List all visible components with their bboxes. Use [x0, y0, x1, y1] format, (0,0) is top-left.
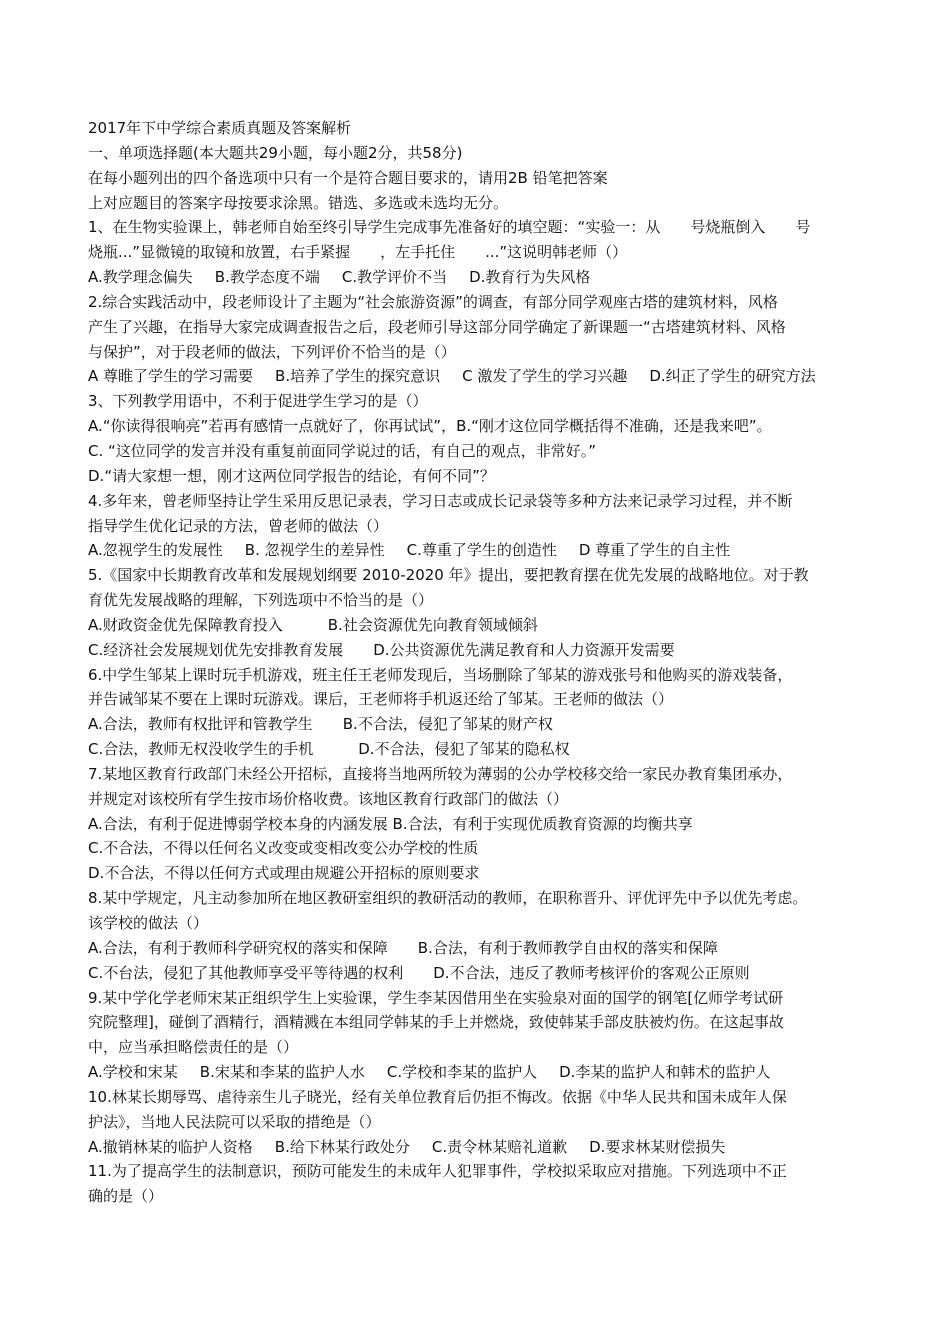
question-stem: 1、在生物实验课上，韩老师自始至终引导学生完成事先准备好的填空题：“实验一：从 号烧瓶倒入 号	[88, 218, 811, 237]
question-list	[88, 215, 868, 1209]
question-block	[88, 389, 868, 488]
question-line: C. “这位同学的发言并没有重复前面同学说过的话，有自己的观点，非常好。”	[88, 441, 597, 460]
question-block	[88, 290, 868, 389]
answer-option: A.忽视学生的发展性	[88, 541, 223, 560]
instruction-line: 上对应题目的答案字母按要求涂黑。错选、多选或未选均无分。	[88, 193, 509, 212]
option-row	[88, 265, 868, 290]
option-row	[88, 1135, 868, 1160]
question-line: C.经济社会发展规划优先安排教育发展 D.公共资源优先满足教育和人力资源开发需要	[88, 640, 675, 659]
question-stem: 7.某地区教育行政部门未经公开招标，直接将当地两所较为薄弱的公办学校移交给一家民办教育集团承办，	[88, 764, 793, 783]
question-block	[88, 489, 868, 564]
question-block	[88, 986, 868, 1085]
answer-option: C.尊重了学生的创造性	[406, 541, 557, 560]
question-stem: 11.为了提高学生的法制意识，预防可能发生的未成年人犯罪事件，学校拟采取应对措施。下列选项中不正	[88, 1162, 787, 1181]
question-stem: 2.综合实践活动中，段老师设计了主题为“社会旅游资源”的调查，有部分同学观座古塔的建筑材料，风格	[88, 292, 778, 311]
answer-option: B. 忽视学生的差异性	[244, 541, 385, 560]
question-stem: 6.中学生邹某上课时玩手机游戏，班主任王老师发现后，当场删除了邹某的游戏张号和他购买的游戏装备，	[88, 665, 793, 684]
answer-option: C.教学评价不当	[341, 268, 448, 287]
answer-option: D.要求林某财偿损失	[589, 1137, 726, 1156]
question-stem: 8.某中学规定，凡主动参加所在地区教研室组织的教研活动的教师，在职称晋升、评优评先中予以优先考虑。	[88, 889, 808, 908]
question-line: 并规定对该校所有学生按市场价格收费。该地区教育行政部门的做法（）	[88, 789, 569, 808]
answer-option: C.学校和李某的监护人	[386, 1063, 538, 1082]
answer-option: B.宋某和李某的监护人水	[199, 1063, 365, 1082]
question-line: 该学校的做法（）	[88, 914, 209, 932]
instruction-line: 在每小题列出的四个备选项中只有一个是符合题目要求的，请用2B 铅笔把答案	[88, 168, 608, 187]
document-page	[88, 116, 868, 1209]
option-row	[88, 538, 868, 563]
question-line: C.合法，教师无权没收学生的手机 D.不合法，侵犯了邹某的隐私权	[88, 740, 570, 759]
answer-option: C 激发了学生的学习兴趣	[462, 367, 628, 386]
question-stem: 10.林某长期辱骂、虐待亲生儿子晓光，经有关单位教育后仍拒不悔改。依据《中华人民共和国未成年人保	[88, 1087, 787, 1106]
question-stem: 3、下列教学用语中，不利于促进学生学习的是（）	[88, 392, 428, 411]
question-line: 并告诫邹某不要在上课时玩游戏。课后，王老师将手机返还给了邹某。王老师的做法（）	[88, 690, 674, 709]
question-line: 究院整理]，碰倒了酒精行，酒精溅在本组同学韩某的手上并燃烧，致使韩某手部皮肤被灼伤。在这起事故	[88, 1013, 784, 1032]
question-line: A.合法，教师有权批评和管教学生 B.不合法，侵犯了邹某的财产权	[88, 715, 553, 734]
question-line: 产生了兴趣，在指导大家完成调查报告之后，段老师引导这部分同学确定了新课题一“古塔建筑材料、风格	[88, 317, 786, 336]
question-line: D.不合法，不得以任何方式或理由规避公开招标的原则要求	[88, 864, 480, 883]
option-row	[88, 364, 868, 389]
question-block	[88, 563, 868, 662]
question-line: C.不台法，侵犯了其他教师享受平等待遇的权利 D.不合法，违反了教师考核评价的客观公正原则	[88, 963, 750, 982]
question-block	[88, 215, 868, 290]
question-line: C.不合法，不得以任何名义改变或变相改变公办学校的性质	[88, 839, 479, 858]
question-stem: 5.《国家中长期教育改革和发展规划纲要 2010-2020 年》提出，要把教育摆在优先发展的战略地位。对于教	[88, 566, 809, 585]
answer-option: D.教育行为失风格	[469, 268, 591, 287]
question-line: 指导学生优化记录的方法，曾老师的做法（）	[88, 516, 389, 535]
section-heading: 一、单项选择题(本大题共29小题，每小题2分，共58分)	[88, 143, 463, 162]
question-line: A.合法，有利于促进博弱学校本身的内涵发展 B.合法，有利于实现优质教育资源的均衡共享	[88, 814, 693, 833]
question-line: A.“你读得很响亮”若再有感情一点就好了，你再试试”，B.“刚才这位同学概括得不准确，还是我来吧”。	[88, 417, 772, 436]
answer-option: C.责令林某赔礼道歉	[431, 1137, 568, 1156]
document-title: 2017年下中学综合素质真题及答案解析	[88, 119, 352, 137]
question-line: A.合法，有利于教师科学研究权的落实和保障 B.合法，有利于教师教学自由权的落实和保障	[88, 938, 718, 957]
question-block	[88, 663, 868, 762]
question-line: 护法》，当地人民法院可以采取的措绝是（）	[88, 1112, 381, 1131]
question-stem: 4.多年来，曾老师坚持让学生采用反思记录表，学习日志或成长记录袋等多种方法来记录学习过程，并不断	[88, 491, 793, 510]
answer-option: A 尊睢了学生的学习需要	[88, 367, 254, 386]
question-block	[88, 1159, 868, 1209]
question-block	[88, 762, 868, 886]
question-line: 与保护”，对于段老师的做法，下列评价不恰当的是（）	[88, 342, 456, 361]
question-line: 育优先发展战略的理解，下列选项中不恰当的是（）	[88, 591, 434, 610]
option-row	[88, 1060, 868, 1085]
answer-option: D.纠正了学生的研究方法	[649, 367, 816, 386]
question-line: 确的是（）	[88, 1187, 164, 1206]
answer-option: B.培养了学生的探究意识	[275, 367, 441, 386]
answer-option: B.教学态度不端	[214, 268, 320, 287]
answer-option: D.李某的监护人和韩术的监护人	[559, 1063, 771, 1082]
question-stem: 9.某中学化学老师宋某正组织学生上实验课，学生李某因借用坐在实验泉对面的国学的钢笔[亿师学考试研	[88, 988, 784, 1007]
question-block	[88, 886, 868, 985]
question-line: 中，应当承担略偿责任的是（）	[88, 1038, 299, 1057]
question-line: 烧瓶...”显微镜的取镜和放置，右手紧握 ，左手托住 ...”这说明韩老师（）	[88, 243, 628, 262]
answer-option: B.给下林某行政处分	[274, 1137, 410, 1156]
question-line: D.“请大家想一想，刚才这两位同学报告的结论，有何不同”？	[88, 466, 495, 485]
question-line: A.财政资金优先保障教育投入 B.社会资源优先向教育领域倾斜	[88, 615, 538, 634]
question-block	[88, 1085, 868, 1160]
answer-option: A.教学理念偏失	[88, 268, 193, 287]
answer-option: D 尊重了学生的自主性	[578, 541, 731, 560]
answer-option: A.撤销林某的临护人资格	[88, 1137, 253, 1156]
answer-option: A.学校和宋某	[88, 1063, 178, 1082]
